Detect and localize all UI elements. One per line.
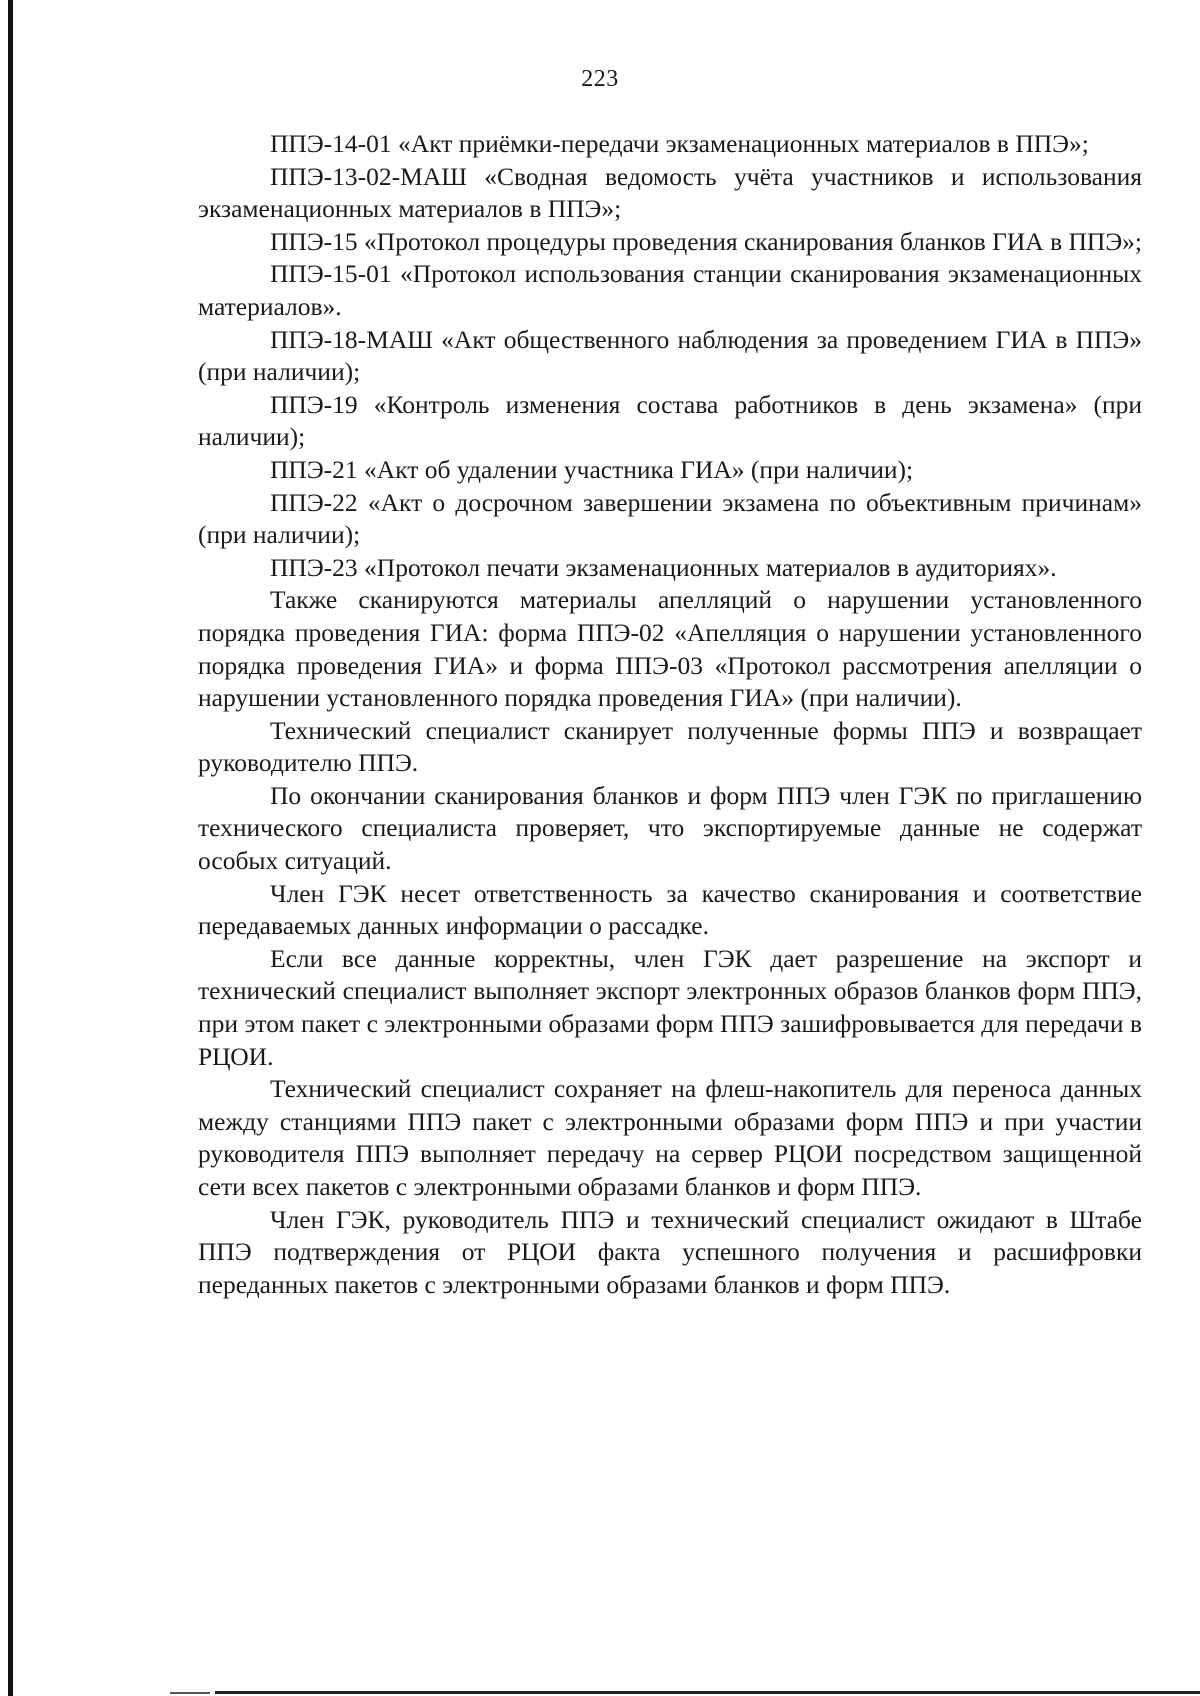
paragraph-await-confirmation: Член ГЭК, руководитель ППЭ и технический специалист ожидают в Штабе ППЭ подтверждения от РЦОИ факта успешного получения и расшифровки переданных пакетов с электронными образами бланков и форм ППЭ. <box>198 1204 1142 1299</box>
paragraph-form-ppe-13-02-mash: ППЭ-13-02-МАШ «Сводная ведомость учёта участников и использования экзаменационных материалов в ППЭ»; <box>198 161 1142 224</box>
paragraph-transfer-to-rcoi: Технический специалист сохраняет на флеш-накопитель для переноса данных между станциями ППЭ пакет с электронными образами форм ППЭ и при участии руководителя ППЭ выполняет передачу на сервер РЦОИ посредством защищенной сети всех пакетов с электронными образами бланков и форм ППЭ. <box>198 1074 1142 1201</box>
paragraph-gek-check: По окончании сканирования бланков и форм ППЭ член ГЭК по приглашению технического специалиста проверяет, что экспортируемые данные не содержат особых ситуаций. <box>198 780 1142 876</box>
paragraph-gek-responsibility: Член ГЭК несет ответственность за качество сканирования и соответствие передаваемых данных информации о рассадке. <box>198 878 1142 941</box>
paragraph-form-ppe-23: ППЭ-23 «Протокол печати экзаменационных материалов в аудиториях». <box>270 552 1057 582</box>
scan-edge-bottom-mark <box>170 1692 210 1694</box>
paragraph-export-permission: Если все данные корректны, член ГЭК дает разрешение на экспорт и технический специалист выполняет экспорт электронных образов бланков форм ППЭ, при этом пакет с электронными образами форм ППЭ зашифровывается для передачи в РЦОИ. <box>198 943 1142 1071</box>
scan-edge-left <box>8 0 13 1696</box>
paragraph-form-ppe-19: ППЭ-19 «Контроль изменения состава работников в день экзамена» (при наличии); <box>198 389 1142 452</box>
paragraph-form-ppe-15: ППЭ-15 «Протокол процедуры проведения сканирования бланков ГИА в ППЭ»; <box>270 226 1142 256</box>
paragraph-form-ppe-14-01: ППЭ-14-01 «Акт приёмки-передачи экзаменационных материалов в ППЭ»; <box>270 129 1089 158</box>
paragraph-form-ppe-15-01: ППЭ-15-01 «Протокол использования станции сканирования экзаменационных материалов». <box>198 259 1142 321</box>
paragraph-form-ppe-21: ППЭ-21 «Акт об удалении участника ГИА» (при наличии); <box>270 454 914 484</box>
paragraph-scanning-forms: Технический специалист сканирует полученные формы ППЭ и возвращает руководителю ППЭ. <box>198 715 1142 778</box>
paragraph-form-ppe-18-mash: ППЭ-18-МАШ «Акт общественного наблюдения за проведением ГИА в ППЭ» (при наличии); <box>198 324 1142 387</box>
paragraph-form-ppe-22: ППЭ-22 «Акт о досрочном завершении экзамена по объективным причинам» (при наличии); <box>198 487 1142 550</box>
scan-edge-bottom <box>215 1691 1200 1694</box>
page-number: 223 <box>581 66 619 92</box>
paragraph-appeal-materials: Также сканируются материалы апелляций о нарушении установленного порядка проведения ГИА: форма ППЭ-02 «Апелляция о нарушении установленного порядка проведения ГИА» и форма ППЭ-03 «Протокол рассмотрения апелляции о нарушении установленного порядка проведения ГИА» (при наличии). <box>198 585 1142 713</box>
document-body <box>198 128 1142 1301</box>
